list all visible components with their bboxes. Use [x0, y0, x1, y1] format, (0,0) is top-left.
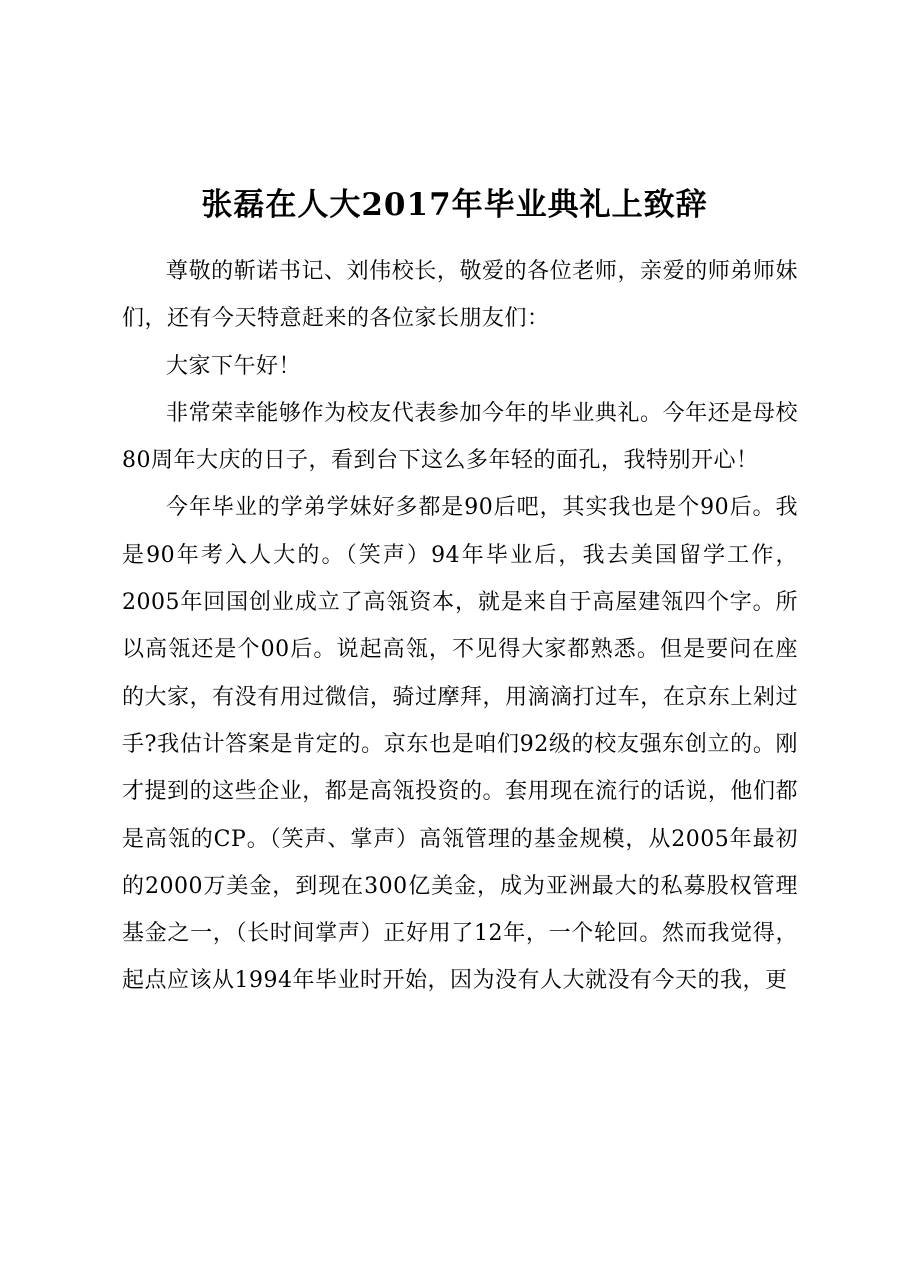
- paragraph-greeting: 尊敬的靳诺书记、刘伟校长，敬爱的各位老师，亲爱的师弟师妹们，还有今天特意赶来的各位家长朋友们：: [122, 259, 798, 332]
- document-body: [122, 248, 798, 1005]
- paragraph-good-afternoon: 大家下午好！: [166, 353, 302, 379]
- document-title: 张磊在人大2017年毕业典礼上致辞: [201, 186, 708, 223]
- paragraph-story: 今年毕业的学弟学妹好多都是90后吧，其实我也是个90后。我是90年考入人大的。（笑声）94年毕业后，我去美国留学工作，2005年回国创业成立了高瓴资本，就是来自于高屋建瓴四个字。所以高瓴还是个00后。说起高瓴，不见得大家都熟悉。但是要问在座的大家，有没有用过微信，骑过摩拜，用滴滴打过车，在京东上剁过手?我估计答案是肯定的。京东也是咱们92级的校友强东创立的。刚才提到的这些企业，都是高瓴投资的。套用现在流行的话说，他们都是高瓴的CP。（笑声、掌声）高瓴管理的基金规模，从2005年最初的2000万美金，到现在300亿美金，成为亚洲最大的私募股权管理基金之一，（长时间掌声）正好用了12年，一个轮回。然而我觉得，起点应该从1994年毕业时开始，因为没有人大就没有今天的我，更: [122, 495, 798, 994]
- paragraph-honor: 非常荣幸能够作为校友代表参加今年的毕业典礼。今年还是母校80周年大庆的日子，看到台下这么多年轻的面孔，我特别开心！: [122, 400, 798, 474]
